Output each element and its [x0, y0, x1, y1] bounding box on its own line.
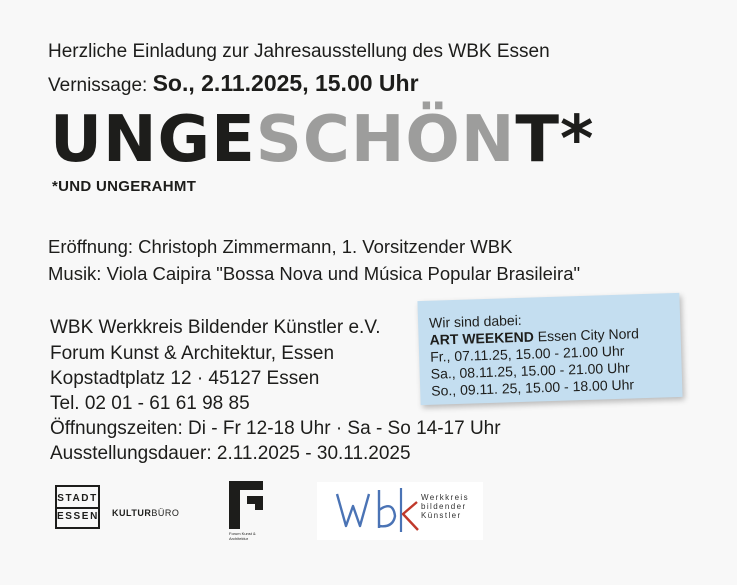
vernissage-line — [48, 70, 419, 97]
note-event-title: ART WEEKEND — [429, 328, 535, 348]
forum-name: Forum Kunst & Architektur, Essen — [50, 343, 335, 364]
exhibition-title — [50, 103, 595, 177]
note-date-saturday: Sa., 08.11.25, 15.00 - 21.00 Uhr — [430, 359, 630, 382]
wbk-text-line-1: Werkkreis — [421, 493, 470, 502]
wbk-text-line-2: bildender — [421, 502, 467, 511]
title-part-unge: UNGE — [50, 103, 256, 177]
phone: Tel. 02 01 - 61 61 98 85 — [50, 393, 250, 414]
vernissage-date: So., 2.11.2025, 15.00 Uhr — [152, 70, 419, 96]
wbk-logo-icon — [317, 482, 427, 540]
title-part-schoen: SCHÖN — [255, 103, 516, 177]
note-event-location: Essen City Nord — [533, 325, 640, 345]
org-name: WBK Werkkreis Bildender Künstler e.V. — [50, 317, 381, 338]
stadt-logo-rule — [57, 507, 98, 509]
exhibition-duration: Ausstellungsdauer: 2.11.2025 - 30.11.2025 — [50, 443, 411, 464]
stadt-essen-logo — [55, 485, 100, 529]
title-part-t: T* — [515, 103, 595, 177]
stadt-logo-bottom: ESSEN — [57, 511, 99, 522]
opening-hours: Öffnungszeiten: Di - Fr 12-18 Uhr · Sa - So 14-17 Uhr — [50, 418, 501, 439]
opening-line: Eröffnung: Christoph Zimmermann, 1. Vorsitzender WBK — [48, 236, 513, 257]
note-date-friday: Fr., 07.11.25, 15.00 - 21.00 Uhr — [429, 342, 625, 365]
address: Kopstadtplatz 12 · 45127 Essen — [50, 368, 320, 389]
kulturbuero-logo — [112, 508, 179, 518]
music-line: Musik: Viola Caipira "Bossa Nova und Música Popular Brasileira" — [48, 263, 581, 284]
wbk-text-line-3: Künstler — [421, 511, 462, 520]
forum-logo-icon — [229, 481, 265, 529]
exhibition-subtitle: *UND UNGERAHMT — [52, 178, 197, 195]
invitation-line: Herzliche Einladung zur Jahresausstellung des WBK Essen — [48, 41, 550, 62]
note-intro: Wir sind dabei: — [428, 311, 522, 331]
kultur-light: BÜRO — [151, 508, 180, 518]
note-date-sunday: So., 09.11. 25, 15.00 - 18.00 Uhr — [431, 376, 635, 399]
art-weekend-note — [417, 293, 682, 405]
vernissage-label: Vernissage: — [48, 75, 153, 96]
wbk-logo-text — [421, 493, 481, 520]
forum-logo-caption: Forum Kunst & Architektur — [229, 531, 256, 541]
kultur-bold: KULTUR — [112, 508, 152, 518]
stadt-logo-top: STADT — [57, 493, 98, 504]
